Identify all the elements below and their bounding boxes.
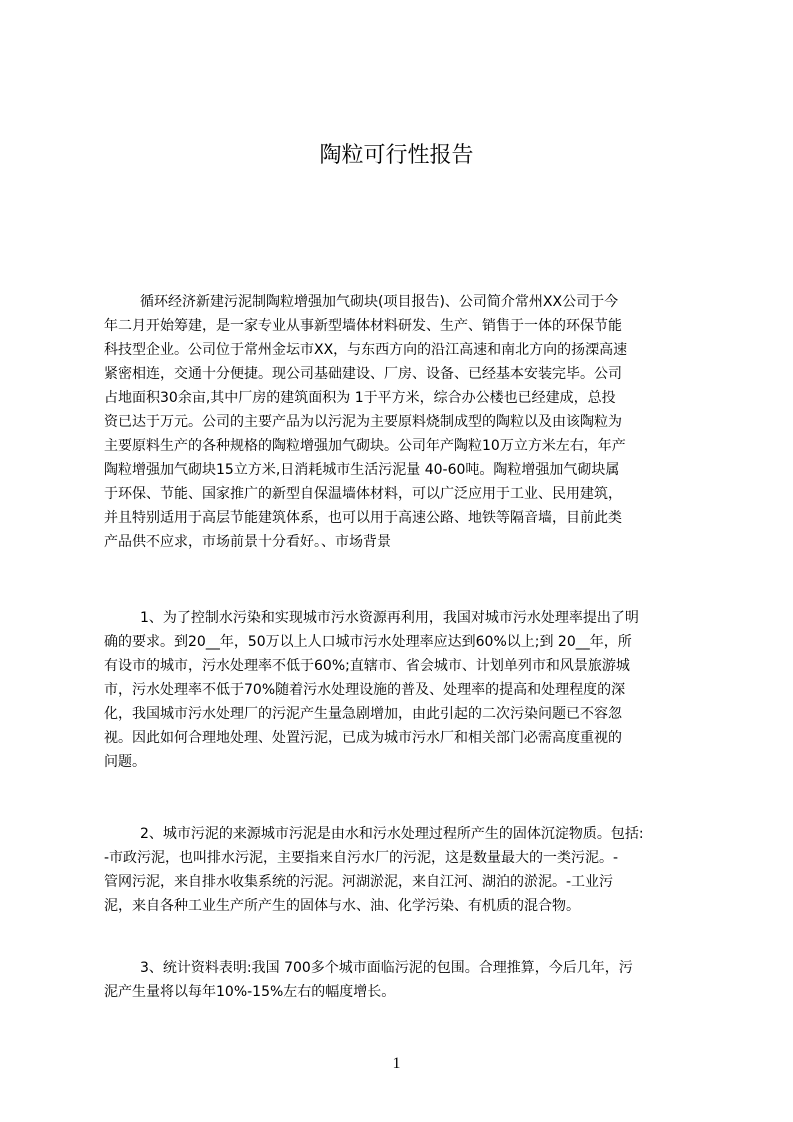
text-line: 科技型企业。公司位于常州金坛市XX，与东西方向的沿江高速和南北方向的扬溧高速: [104, 342, 628, 358]
text-line: -市政污泥，也叫排水污泥，主要指来自污水厂的污泥，这是数量最大的一类污泥。-: [104, 850, 619, 866]
text-line: 管网污泥，来自排水收集系统的污泥。河湖淤泥，来自江河、湖泊的淤泥。-工业污: [104, 874, 614, 890]
text-line: 产品供不应求，市场前景十分看好。、市场背景: [104, 534, 391, 550]
text-line: 泥产生量将以每年10%-15%左右的幅度增长。: [104, 984, 396, 1000]
text-line: 主要原料生产的各种规格的陶粒增强加气砌块。公司年产陶粒10万立方米左右，年产: [104, 438, 626, 454]
text-line: 有设市的城市，污水处理率不低于60%;直辖市、省会城市、计划单列市和风景旅游城: [104, 658, 630, 674]
text-line: 化，我国城市污水处理厂的污泥产生量急剧增加，由此引起的二次污染问题已不容忽: [104, 706, 622, 722]
text-line: 占地面积30余亩,其中厂房的建筑面积为 1于平方米，综合办公楼也已经建成，总投: [104, 390, 616, 406]
text-line: 1、为了控制水污染和实现城市污水资源再利用，我国对城市污水处理率提出了明: [140, 610, 639, 626]
text-line: 确的要求。到20__年，50万以上人口城市污水处理率应达到60%以上;到 20__年，所: [104, 634, 632, 650]
text-line: 视。因此如何合理地处理、处置污泥，已成为城市污水厂和相关部门必需高度重视的: [104, 730, 622, 746]
text-line: 循环经济新建污泥制陶粒增强加气砌块(项目报告)、公司简介常州XX公司于今: [140, 294, 619, 310]
page-title: 陶粒可行性报告: [319, 143, 474, 168]
paragraph-point-2: [104, 822, 700, 918]
text-line: 问题。: [104, 754, 146, 770]
text-line: 3、统计资料表明:我国 700多个城市面临污泥的包围。合理推算，今后几年，污: [140, 960, 633, 976]
text-line: 紧密相连，交通十分便捷。现公司基础建设、厂房、设备、已经基本安装完毕。公司: [104, 366, 622, 382]
paragraph-company-intro: [104, 290, 700, 554]
text-line: 并且特别适用于高层节能建筑体系，也可以用于高速公路、地铁等隔音墙，目前此类: [104, 510, 622, 526]
text-line: 资已达于万元。公司的主要产品为以污泥为主要原料烧制成型的陶粒以及由该陶粒为: [104, 414, 622, 430]
text-line: 于环保、节能、国家推广的新型自保温墙体材料，可以广泛应用于工业、民用建筑，: [104, 486, 622, 502]
text-line: 泥，来自各种工业生产所产生的固体与水、油、化学污染、有机质的混合物。: [104, 898, 580, 914]
paragraph-point-1: [104, 606, 700, 774]
paragraph-point-3: [104, 956, 700, 1004]
text-line: 2、城市污泥的来源城市污泥是由水和污水处理过程所产生的固体沉淀物质。包括:: [140, 826, 644, 842]
page-number: 1: [392, 1055, 401, 1072]
text-line: 市，污水处理率不低于70%随着污水处理设施的普及、处理率的提高和处理程度的深: [104, 682, 626, 698]
text-line: 年二月开始筹建，是一家专业从事新型墙体材料研发、生产、销售于一体的环保节能: [104, 318, 622, 334]
text-line: 陶粒增强加气砌块15立方米,日消耗城市生活污泥量 40-60吨。陶粒增强加气砌块属: [104, 462, 620, 478]
